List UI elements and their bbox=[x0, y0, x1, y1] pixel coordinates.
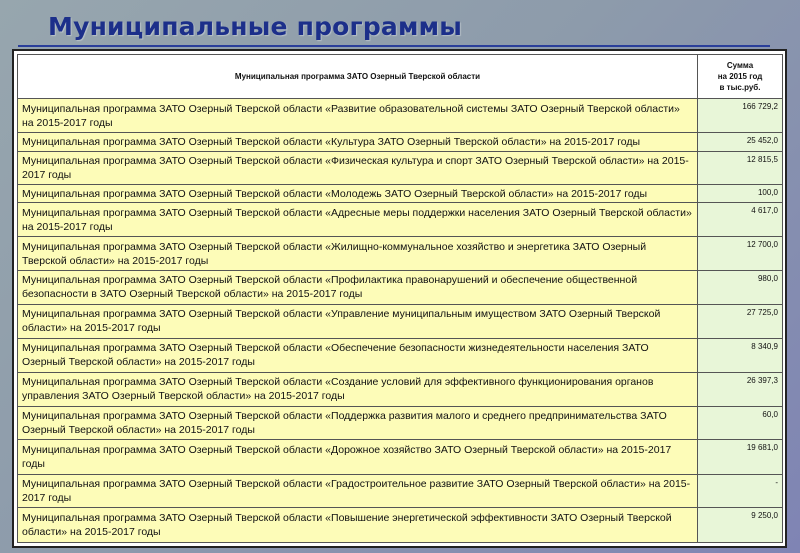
amount-column-header bbox=[698, 55, 783, 99]
table-row bbox=[18, 185, 783, 203]
amount-cell: 8 340,9 bbox=[698, 339, 783, 372]
amount-cell: 166 729,2 bbox=[698, 99, 783, 133]
table-row bbox=[18, 474, 783, 507]
amount-cell: 27 725,0 bbox=[698, 304, 783, 338]
program-name-cell: Муниципальная программа ЗАТО Озерный Тверской области «Молодежь ЗАТО Озерный Тверской области» на 2015-2017 годы bbox=[18, 185, 698, 203]
page-title: Муниципальные программы bbox=[48, 12, 463, 41]
amount-cell: 100,0 bbox=[698, 185, 783, 203]
table-row bbox=[18, 133, 783, 151]
amount-cell: 4 617,0 bbox=[698, 203, 783, 236]
table-row bbox=[18, 407, 783, 440]
programs-table bbox=[17, 54, 783, 543]
program-name-cell: Муниципальная программа ЗАТО Озерный Тверской области «Поддержка развития малого и среднего предпринимательства ЗАТО Озерный Тверской области» на 2015-2017 годы bbox=[18, 407, 698, 440]
title-underline bbox=[18, 45, 770, 47]
table-row bbox=[18, 508, 783, 543]
program-name-cell: Муниципальная программа ЗАТО Озерный Тверской области «Обеспечение безопасности жизнедеятельности населения ЗАТО Озерный Тверской области» на 2015-2017 годы bbox=[18, 339, 698, 372]
programs-table-frame bbox=[12, 49, 787, 548]
program-name-cell: Муниципальная программа ЗАТО Озерный Тверской области «Жилищно-коммунальное хозяйство и энергетика ЗАТО Озерный Тверской области» на 2015-2017 годы bbox=[18, 236, 698, 270]
program-name-cell: Муниципальная программа ЗАТО Озерный Тверской области «Повышение энергетической эффективности ЗАТО Озерный Тверской области» на 2015-2017 годы bbox=[18, 508, 698, 543]
table-row bbox=[18, 372, 783, 406]
program-column-header: Муниципальная программа ЗАТО Озерный Тверской области bbox=[18, 55, 698, 99]
amount-header-line: в тыс.руб. bbox=[719, 83, 761, 92]
amount-cell: 12 700,0 bbox=[698, 236, 783, 270]
amount-cell: 60,0 bbox=[698, 407, 783, 440]
program-name-cell: Муниципальная программа ЗАТО Озерный Тверской области «Развитие образовательной системы ЗАТО Озерный Тверской области» на 2015-2017 годы bbox=[18, 99, 698, 133]
table-row bbox=[18, 203, 783, 236]
program-name-cell: Муниципальная программа ЗАТО Озерный Тверской области «Управление муниципальным имуществом ЗАТО Озерный Тверской области» на 2015-2017 годы bbox=[18, 304, 698, 338]
table-header-row bbox=[18, 55, 783, 99]
amount-cell: 25 452,0 bbox=[698, 133, 783, 151]
table-row bbox=[18, 339, 783, 372]
amount-cell: 12 815,5 bbox=[698, 151, 783, 184]
program-name-cell: Муниципальная программа ЗАТО Озерный Тверской области «Градостроительное развитие ЗАТО Озерный Тверской области» на 2015-2017 годы bbox=[18, 474, 698, 507]
program-name-cell: Муниципальная программа ЗАТО Озерный Тверской области «Культура ЗАТО Озерный Тверской области» на 2015-2017 годы bbox=[18, 133, 698, 151]
table-row bbox=[18, 236, 783, 270]
amount-cell: 26 397,3 bbox=[698, 372, 783, 406]
amount-cell: 980,0 bbox=[698, 271, 783, 304]
table-row bbox=[18, 304, 783, 338]
table-row bbox=[18, 151, 783, 184]
amount-cell: 19 681,0 bbox=[698, 440, 783, 474]
amount-header-line: Сумма bbox=[726, 61, 754, 70]
program-name-cell: Муниципальная программа ЗАТО Озерный Тверской области «Профилактика правонарушений и обеспечение общественной безопасности в ЗАТО Озерный Тверской области» на 2015-2017 годы bbox=[18, 271, 698, 304]
program-name-cell: Муниципальная программа ЗАТО Озерный Тверской области «Дорожное хозяйство ЗАТО Озерный Тверской области» на 2015-2017 годы bbox=[18, 440, 698, 474]
table-row bbox=[18, 271, 783, 304]
program-name-cell: Муниципальная программа ЗАТО Озерный Тверской области «Адресные меры поддержки населения ЗАТО Озерный Тверской области» на 2015-2017 годы bbox=[18, 203, 698, 236]
amount-header-line: на 2015 год bbox=[717, 72, 763, 81]
table-row bbox=[18, 99, 783, 133]
amount-cell: 9 250,0 bbox=[698, 508, 783, 543]
program-name-cell: Муниципальная программа ЗАТО Озерный Тверской области «Физическая культура и спорт ЗАТО Озерный Тверской области» на 2015-2017 годы bbox=[18, 151, 698, 184]
program-name-cell: Муниципальная программа ЗАТО Озерный Тверской области «Создание условий для эффективного функционирования органов управления ЗАТО Озерный Тверской области» на 2015-2017 годы bbox=[18, 372, 698, 406]
table-row bbox=[18, 440, 783, 474]
amount-cell: - bbox=[698, 474, 783, 507]
